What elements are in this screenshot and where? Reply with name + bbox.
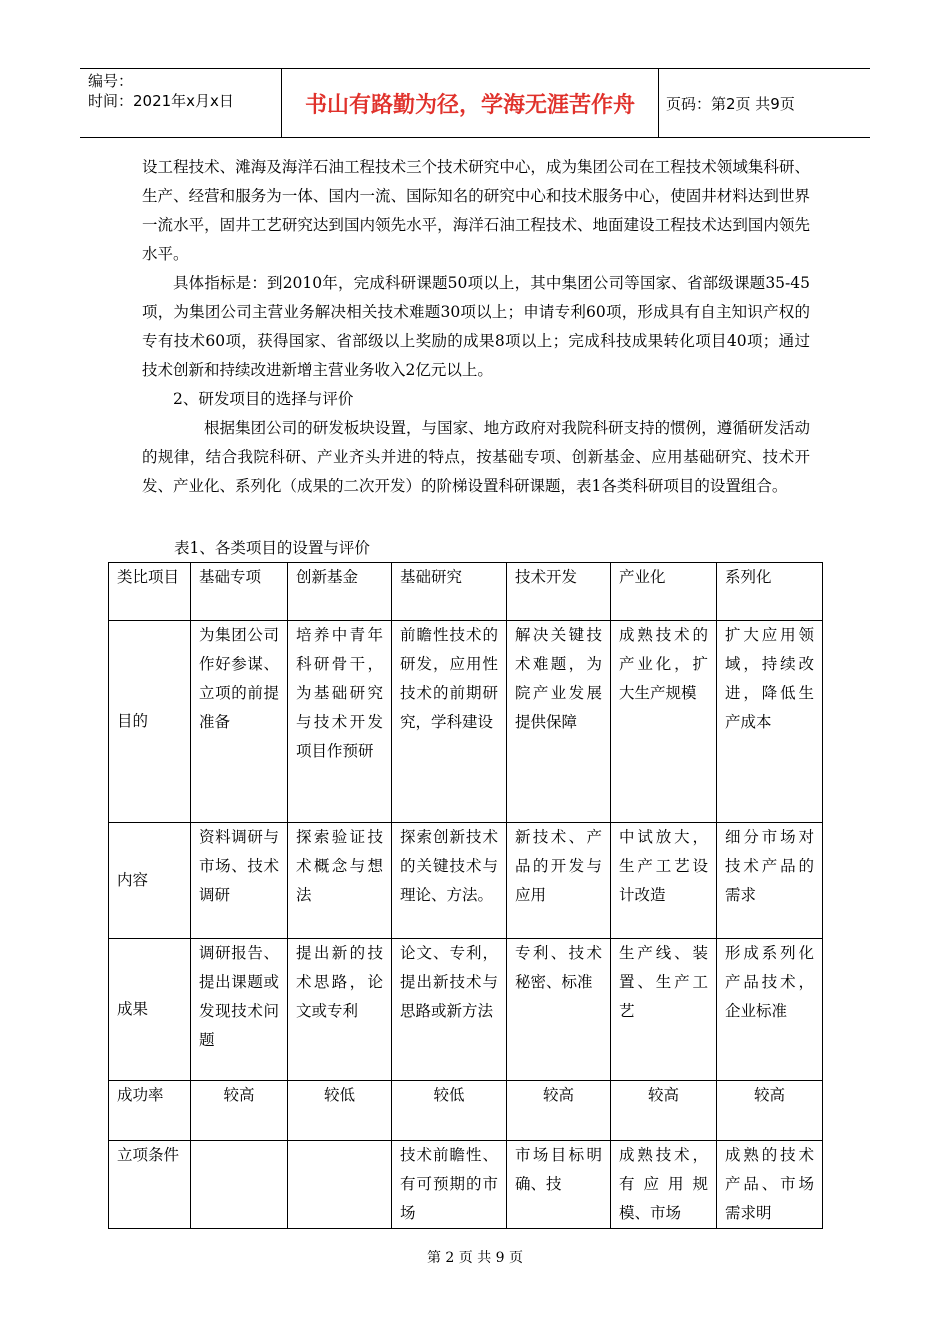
table-cell: 解决关键技术难题，为院产业发展提供保障 (507, 621, 611, 823)
header-motto: 书山有路勤为径，学海无涯苦作舟 (282, 69, 659, 137)
table-cell (288, 1141, 392, 1229)
table-cell: 较高 (191, 1081, 288, 1141)
body-text (142, 153, 810, 501)
table-cell: 较高 (507, 1081, 611, 1141)
table-cell: 探索创新技术的关键技术与理论、方法。 (392, 823, 507, 939)
page-footer: 第 2 页 共 9 页 (426, 1250, 524, 1266)
table-cell: 论文、专利，提出新技术与思路或新方法 (392, 939, 507, 1081)
table-cell: 新技术、产品的开发与应用 (507, 823, 611, 939)
table-cell: 中试放大，生产工艺设计改造 (611, 823, 717, 939)
table-cell: 形成系列化产品技术，企业标准 (717, 939, 823, 1081)
paragraph: 具体指标是：到2010年，完成科研课题50项以上，其中集团公司等国家、省部级课题35-45项，为集团公司主营业务解决相关技术难题30项以上；申请专利60项，形成具有自主知识产权的专有技术60项，获得国家、省部级以上奖励的成果8项以上；完成科技成果转化项目40项；通过技术创新和持续改进新增主营业务收入2亿元以上。 (142, 274, 810, 379)
table-header-cell: 类比项目 (109, 563, 191, 621)
table-cell: 提出新的技术思路，论文或专利 (288, 939, 392, 1081)
table-row (109, 823, 823, 939)
table-cell (191, 1141, 288, 1229)
table-row (109, 1141, 823, 1229)
table-cell: 成果 (109, 939, 191, 1081)
table-cell: 成熟技术的产业化，扩大生产规模 (611, 621, 717, 823)
time-label: 时间：2021年x月x日 (88, 92, 234, 110)
table-cell: 市场目标明确、技 (507, 1141, 611, 1229)
table-cell: 成功率 (109, 1081, 191, 1141)
table-cell: 资料调研与市场、技术调研 (191, 823, 288, 939)
table-cell: 细分市场对技术产品的需求 (717, 823, 823, 939)
table-cell: 专利、技术秘密、标准 (507, 939, 611, 1081)
table-cell: 内容 (109, 823, 191, 939)
table-header-cell: 产业化 (611, 563, 717, 621)
paragraph: 设工程技术、滩海及海洋石油工程技术三个技术研究中心，成为集团公司在工程技术领域集科研、生产、经营和服务为一体、国内一流、国际知名的研究中心和技术服务中心，使固井材料达到世界一流水平，固井工艺研究达到国内领先水平，海洋石油工程技术、地面建设工程技术达到国内领先水平。 (142, 158, 810, 263)
table-header-cell: 技术开发 (507, 563, 611, 621)
paragraph: 根据集团公司的研发板块设置，与国家、地方政府对我院科研支持的惯例，遵循研发活动的规律，结合我院科研、产业齐头并进的特点，按基础专项、创新基金、应用基础研究、技术开发、产业化、系列化（成果的二次开发）的阶梯设置科研课题，表1各类科研项目的设置组合。 (142, 419, 810, 495)
table-cell: 培养中青年科研骨干，为基础研究与技术开发项目作预研 (288, 621, 392, 823)
table-header-cell: 系列化 (717, 563, 823, 621)
table-cell: 目的 (109, 621, 191, 823)
table-row (109, 1081, 823, 1141)
table-cell: 为集团公司作好参谋、立项的前提准备 (191, 621, 288, 823)
table-cell: 扩大应用领域，持续改进，降低生产成本 (717, 621, 823, 823)
table-row (109, 939, 823, 1081)
table-header-cell: 基础研究 (392, 563, 507, 621)
table-cell: 探索验证技术概念与想法 (288, 823, 392, 939)
table-cell: 较高 (611, 1081, 717, 1141)
table-cell: 较低 (288, 1081, 392, 1141)
table-cell: 较高 (717, 1081, 823, 1141)
table-header-cell: 基础专项 (191, 563, 288, 621)
page-number-label: 页码：第2页 共9页 (666, 94, 795, 113)
section-heading: 2、研发项目的选择与评价 (173, 390, 354, 408)
table-cell: 成熟的技术产品、市场需求明 (717, 1141, 823, 1229)
header-meta (80, 69, 282, 137)
table-row (109, 621, 823, 823)
table-cell: 成熟技术，有应用规模、市场 (611, 1141, 717, 1229)
table-header-cell: 创新基金 (288, 563, 392, 621)
project-table (108, 562, 823, 1229)
serial-label: 编号： (88, 72, 134, 90)
page-header (80, 68, 870, 138)
table-cell: 前瞻性技术的研发，应用性技术的前期研究，学科建设 (392, 621, 507, 823)
table-cell: 调研报告、提出课题或发现技术问题 (191, 939, 288, 1081)
table-header-row (109, 563, 823, 621)
table-cell: 生产线、装置、生产工艺 (611, 939, 717, 1081)
table-cell: 较低 (392, 1081, 507, 1141)
table-cell: 立项条件 (109, 1141, 191, 1229)
table-cell: 技术前瞻性、有可预期的市场 (392, 1141, 507, 1229)
table-caption: 表1、各类项目的设置与评价 (174, 539, 370, 557)
